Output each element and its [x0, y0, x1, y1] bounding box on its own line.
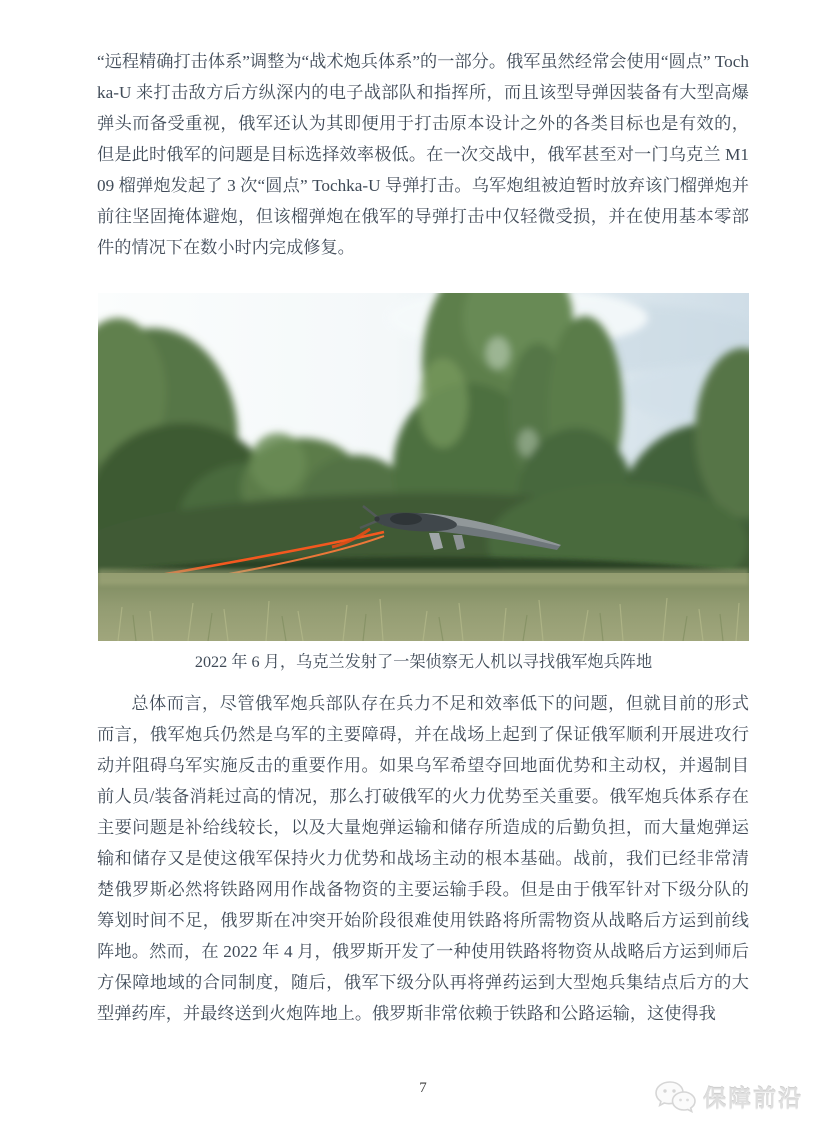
figure-drone-launch — [98, 293, 749, 674]
photo-illustration — [98, 293, 749, 641]
body-paragraph-1: “远程精确打击体系”调整为“战术炮兵体系”的一部分。俄军虽然经常会使用“圆点” Tochka-U 来打击敌方后方纵深内的电子战部队和指挥所，而且该型导弹因装备有大型高爆弹头而备受重视，俄军还认为其即便用于打击原本设计之外的各类目标也是有效的，但是此时俄军的问题是目标选择效率极低。在一次交战中，俄军甚至对一门乌克兰 M109 榴弹炮发起了 3 次“圆点” Tochka-U 导弹打击。乌军炮组被迫暂时放弃该门榴弹炮并前往坚固掩体避炮，但该榴弹炮在俄军的导弹打击中仅轻微受损，并在使用基本零部件的情况下在数小时内完成修复。 — [97, 52, 749, 257]
wechat-icon — [654, 1080, 696, 1113]
figure-caption: 2022 年 6 月，乌克兰发射了一架侦察无人机以寻找俄军炮兵阵地 — [194, 653, 653, 671]
watermark-label: 保障前沿 — [703, 1085, 803, 1111]
page-number: 7 — [419, 1080, 427, 1096]
body-paragraph-2: 总体而言，尽管俄军炮兵部队存在兵力不足和效率低下的问题，但就目前的形式而言，俄军炮兵仍然是乌军的主要障碍，并在战场上起到了保证俄军顺利开展进攻行动并阻碍乌军实施反击的重要作用。如果乌军希望夺回地面优势和主动权，并遏制目前人员/装备消耗过高的情况，那么打破俄军的火力优势至关重要。俄军炮兵体系存在主要问题是补给线较长，以及大量炮弹运输和储存所造成的后勤负担，而大量炮弹运输和储存又是使这俄军保持火力优势和战场主动的根本基础。战前，我们已经非常清楚俄罗斯必然将铁路网用作战备物资的主要运输手段。但是由于俄军针对下级分队的筹划时间不足，俄罗斯在冲突开始阶段很难使用铁路将所需物资从战略后方运到前线阵地。然而，在 2022 年 4 月，俄罗斯开发了一种使用铁路将物资从战略后方运到师后方保障地域的合同制度，随后，俄军下级分队再将弹药运到大型炮兵集结点后方的大型弹药库，并最终送到火炮阵地上。俄罗斯非常依赖于铁路和公路运输，这使得我 — [97, 694, 749, 1023]
drone-launch-photo — [98, 293, 749, 641]
watermark — [654, 1080, 803, 1113]
page-content — [97, 0, 749, 1029]
